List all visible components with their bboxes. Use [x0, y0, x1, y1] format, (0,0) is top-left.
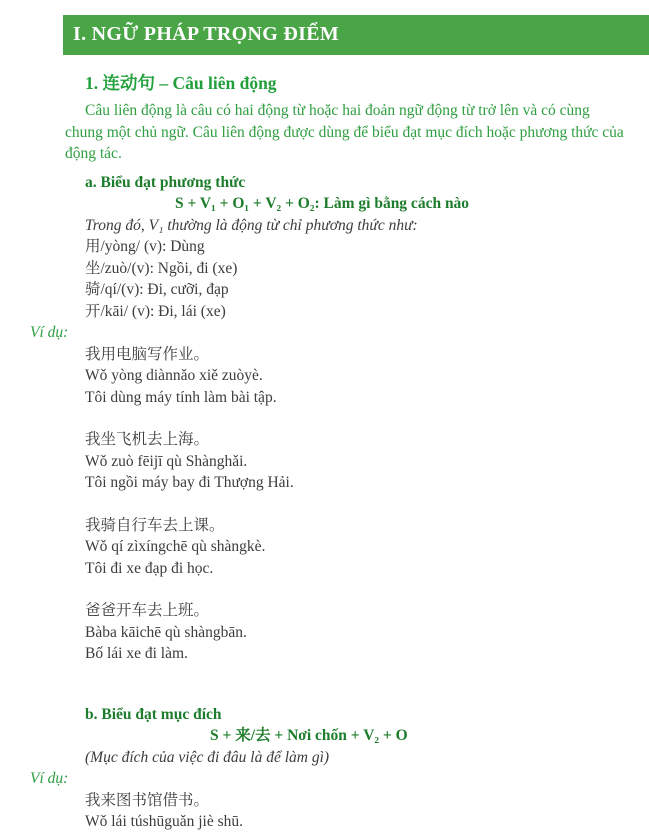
example-chinese: 爸爸开车去上班。: [85, 602, 210, 619]
example-block: [85, 790, 624, 833]
spacer: [65, 686, 624, 704]
example-vietnamese: Tôi đi xe đạp đi học.: [85, 559, 214, 577]
example-chinese: 我坐飞机去上海。: [85, 431, 210, 448]
part-a-label: a. Biểu đạt phương thức: [85, 173, 246, 191]
vocab-item: 开/kāi/ (v): Đi, lái (xe): [85, 302, 226, 320]
example-pinyin: Wǒ qí zìxíngchē qù shàngkè.: [85, 538, 266, 555]
vocab-list: [65, 236, 624, 322]
section-title: I. NGỮ PHÁP TRỌNG ĐIỂM: [73, 23, 340, 46]
document-page: [0, 15, 649, 833]
part-a-formula: S + V₁ + O₁ + V₂ + O₂: Làm gì bằng cách nào: [175, 195, 470, 212]
intro-paragraph: Câu liên động là câu có hai động từ hoặc hai đoản ngữ động từ trở lên và có cùng chung một chủ ngữ. Câu liên động được dùng để biểu đạt mục đích hoặc phương thức của động tác.: [65, 102, 624, 162]
example-chinese: 我来图书馆借书。: [85, 791, 210, 809]
example-pinyin: Bàba kāichē qù shàngbān.: [85, 623, 247, 641]
example-block: [85, 600, 624, 665]
vi-du-label-a: Ví dụ:: [30, 324, 69, 341]
vocab-item: 坐/zuò/(v): Ngồi, đi (xe): [85, 259, 238, 277]
example-vietnamese: Tôi dùng máy tính làm bài tập.: [85, 388, 277, 406]
example-block: [85, 515, 624, 580]
example-pinyin: Wǒ lái túshūguǎn jiè shū.: [85, 813, 243, 830]
example-vietnamese: Bố lái xe đi làm.: [85, 645, 188, 662]
example-chinese: 我骑自行车去上课。: [85, 516, 225, 534]
example-pinyin: Wǒ yòng diànnǎo xiě zuòyè.: [85, 367, 263, 384]
part-a-note: Trong đó, V₁ thường là động từ chỉ phương thức như:: [85, 216, 418, 234]
vi-du-label-b: Ví dụ:: [30, 770, 69, 787]
example-block: [85, 344, 624, 409]
part-b-note: (Mục đích của việc đi đâu là để làm gì): [85, 748, 330, 766]
example-pinyin: Wǒ zuò fēijī qù Shànghǎi.: [85, 452, 248, 470]
lesson-heading: 1. 连动句 – Câu liên động: [85, 73, 277, 93]
section-header-bar: [63, 15, 649, 55]
example-block: [85, 429, 624, 494]
part-b-label: b. Biểu đạt mục đích: [85, 705, 222, 723]
example-vietnamese: Tôi ngồi máy bay đi Thượng Hải.: [85, 474, 294, 491]
vocab-item: 骑/qí/(v): Đi, cưỡi, đạp: [85, 281, 229, 298]
vocab-item: 用/yòng/ (v): Dùng: [85, 238, 205, 255]
document-content: [30, 55, 624, 833]
example-chinese: 我用电脑写作业。: [85, 345, 210, 363]
part-b-formula: S + 来/去 + Nơi chốn + V₂ + O: [210, 727, 408, 744]
